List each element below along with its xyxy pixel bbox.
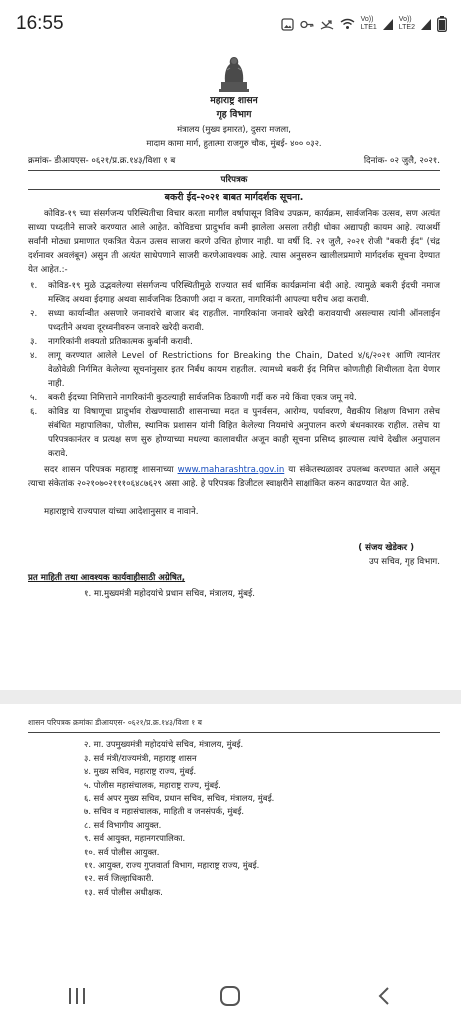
reference-number: क्रमांक- डीआयएस- ०६२१/प्र.क्र.१४३/विशा १ ब (28, 156, 176, 166)
back-icon (377, 986, 391, 1006)
list-item: १२. सर्व जिल्हाधिकारी. (84, 873, 154, 884)
reference-line (28, 154, 440, 171)
key-notification-icon (300, 18, 314, 31)
circular-label: परिपत्रक (220, 175, 248, 185)
signatory-name: ( संजय खेडेकर ) (358, 543, 414, 553)
wifi-icon (340, 18, 355, 30)
guideline-list (28, 279, 440, 461)
status-bar (0, 0, 461, 48)
list-item: ८. सर्व विभागीय आयुक्त. (84, 819, 162, 830)
list-item: १३. सर्व पोलीस अधीक्षक. (84, 886, 163, 897)
list-item: ३. नागरिकांनी शक्यतो प्रतिकात्मक कुर्बानी करावी. (30, 337, 193, 347)
sim2-signal: Vo)) LTE2 (398, 16, 415, 31)
list-item: २. मा. उपमुख्यमंत्री महोदयांचे सचिव, मंत्रालय, मुंबई. (84, 739, 244, 750)
list-item: १०. सर्व पोलीस आयुक्त. (84, 846, 160, 857)
list-item: ३. सर्व मंत्री/राज्यमंत्री, महाराष्ट्र शासन (84, 752, 197, 763)
government-name: महाराष्ट्र शासन (210, 95, 258, 106)
list-item: २. सध्या कार्यान्वीत असणारे जनावरांचे बाजार बंद राहतील. नागरिकांना जनावरे खरेदी करावयाची असल्यास त्यांनी ऑनलाईन पध्दतीने अथवा दूरध्वनीवरुन जनावरे खरेदी करावी. (30, 309, 440, 333)
list-item: १. कोविड-१९ मुळे उद्भवलेल्या संसर्गजन्य परिस्थितीमुळे राज्यात सर्व धार्मिक कार्यक्रमांना बंदी आहे. त्यामुळे बकरी ईदची नमाज मस्जिद अथवा ईदगाह अथवा सार्वजनिक ठिकाणी अदा न करता, नागरिकांनी आपल्या घरीच अदा करावी. (30, 281, 440, 305)
circular-subject: बकरी ईद-२०२१ बाबत मार्गदर्शक सूचना. (28, 189, 440, 205)
signatory-designation: उप सचिव, गृह विभाग. (368, 557, 440, 567)
signature-block (28, 541, 440, 569)
department-name: गृह विभाग (216, 109, 252, 120)
navigation-bar (0, 968, 461, 1024)
list-item: ४. लागू करण्यात आलेले Level of Restrictions for Breaking the Chain, Dated ४/६/२०२१ आणि त्यानंतर वेळोवेळी निर्गमित केलेल्या सूचनांनुसार इतर निर्बंध कायम राहतील. त्यामध्ये बकरी ईद निमित्त कोणतीही शिथीलता देता येणार नाही. (30, 351, 440, 389)
document-page-1 (28, 50, 440, 601)
reference-date: दिनांक- ०२ जुलै, २०२१. (363, 156, 440, 166)
document-page-2 (28, 716, 440, 899)
missed-call-icon (320, 18, 334, 31)
page-separator (0, 690, 461, 704)
home-button[interactable] (200, 976, 260, 1016)
list-item: ४. मुख्य सचिव, महाराष्ट्र राज्य, मुंबई. (84, 766, 197, 777)
photo-notification-icon (281, 18, 294, 31)
list-item: ७. सचिव व महासंचालक, माहिती व जनसंपर्क, मुंबई. (84, 806, 244, 817)
page2-header: शासन परिपत्रक क्रमांकः डीआयएस- ०६२१/प्र.क्र.१४३/विशा १ ब (28, 716, 440, 733)
recent-apps-button[interactable] (47, 976, 107, 1016)
status-time: 16:55 (16, 13, 64, 34)
home-icon (219, 985, 241, 1007)
intro-paragraph: कोविड-१९ च्या संसर्गजन्य परिस्थितीचा विचार करता मागील वर्षापासून विविध उपक्रम, कार्यक्रम, सार्वजनिक उत्सव, सण अत्यंत साध्या पध्दतीने साजरे करण्यात आले आहेत. कोविडचा प्रादुर्भाव कमी झालेला असला तरीही धोका अद्यापही कायम आहे. त्याअर्थी सर्वांनी मोठ्या प्रमाणात एकत्रित येऊन उत्सव साजरा करणे उचित होणार नाही. या वर्षी दि. २१ जुलै, २०२१ रोजी "बकरी ईद" (चंद्र दर्शनावर अवलंबून) असुन ती अत्यंत साधेपणाने साजरी करणेआवश्यक आहे. त्यास अनुसरुन खालीलप्रमाणे मार्गदर्शक सूचना देण्यात येत आहेत.:- (28, 209, 440, 275)
list-item: ५. पोलीस महासंचालक, महाराष्ट्र राज्य, मुंबई. (84, 779, 221, 790)
copy-to-heading: प्रत माहिती तथा आवश्यक कार्यवाहीसाठी अग्रेषित, (28, 573, 186, 583)
list-item: ६. सर्व अपर मुख्य सचिव, प्रधान सचिव, सचिव, मंत्रालय, मुंबई. (84, 793, 275, 804)
list-item: ५. बकरी ईदच्या निमित्ताने नागरिकांनी कुठल्याही सार्वजनिक ठिकाणी गर्दी करु नये किंवा एकत्र जमू नये. (30, 393, 357, 403)
emblem-icon (217, 52, 251, 94)
copy-to-list (28, 738, 440, 899)
publish-paragraph: सदर शासन परिपत्रक महाराष्ट्र शासनाच्या www.maharashtra.gov.in या संकेतस्थळावर उपलब्ध करण्यात आले असून त्याचा संकेतांक २०२१०७०२१११०६४८७६२९ असा आहे. हे परिपत्रक डिजीटल स्वाक्षरीने साक्षांकित करुन काढण्यात येत आहे. (28, 465, 440, 489)
copy-to-item: १. मा.मुख्यमंत्री महोदयांचे प्रधान सचिव, मंत्रालय, मुंबई. (84, 589, 255, 599)
system-icons (281, 16, 447, 32)
signal-bars-icon-2 (421, 19, 431, 30)
list-item: ११. आयुक्त, राज्य गुप्तवार्ता विभाग, महाराष्ट्र राज्य, मुंबई. (84, 860, 260, 871)
address-line-1: मंत्रालय (मुख्य इमारत), दुसरा मजला, (177, 124, 291, 134)
list-item: ६. कोविड या विषाणूचा प्रादुर्भाव रोखण्यासाठी शासनाच्या मदत व पुनर्वसन, आरोग्य, पर्यावरण, वैद्यकीय शिक्षण विभाग तसेच संबंधित महापालिका, पोलीस, स्थानिक प्रशासन यांनी विहित केलेल्या नियमांचे अनुपालन करणे बंधनकारक राहील. तसेच या परिपत्रकानंतर व प्रत्यक्ष सण सुरु होण्याच्या मधल्या कालावधीत अजून काही सूचना प्रसिध्द झाल्यास त्यांचे देखील अनुपालन करावे. (30, 407, 440, 459)
website-link[interactable]: www.maharashtra.gov.in (177, 465, 285, 475)
sim1-signal: Vo)) LTE1 (360, 16, 377, 31)
recent-apps-icon (67, 987, 87, 1005)
address-line-2: मादाम कामा मार्ग, हुतात्मा राजगुरु चौक, मुंबई- ४०० ०३२. (146, 138, 322, 148)
battery-icon (437, 16, 447, 32)
closing-line: महाराष्ट्राचे राज्यपाल यांच्या आदेशानुसार व नावाने. (44, 507, 199, 517)
back-button[interactable] (354, 976, 414, 1016)
list-item: ९. सर्व आयुक्त, महानगरपालिका. (84, 833, 186, 844)
signal-bars-icon (383, 19, 393, 30)
